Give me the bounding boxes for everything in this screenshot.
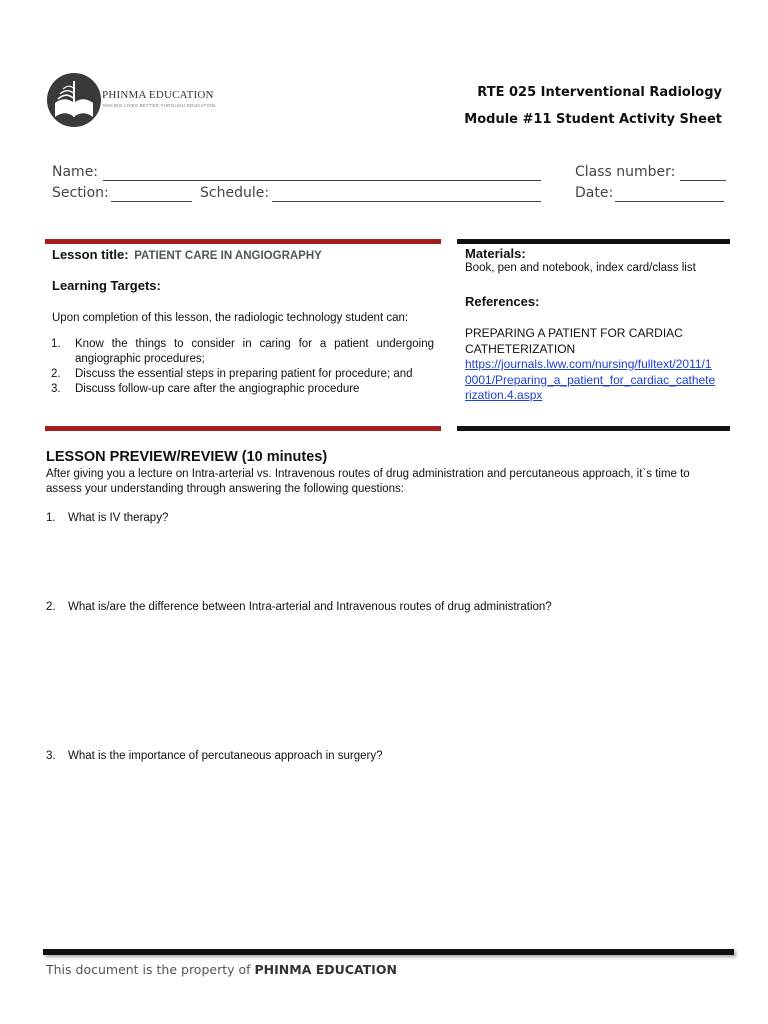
section-label: Section: [52,185,109,201]
lesson-title [52,247,322,262]
lesson-title-label: Lesson title: [52,247,129,262]
question-2: 2. What is/are the difference between Intra-arterial and Intravenous routes of drug administration? [46,601,552,613]
module-title: Module #11 Student Activity Sheet [464,112,722,127]
class-number-field[interactable] [680,180,726,181]
phinma-book-icon [46,72,102,128]
reference-link[interactable]: https://journals.lww.com/nursing/fulltext/2011/10001/Preparing_a_patient_for_cardiac_catheterization.4.aspx [465,357,716,402]
preview-heading: LESSON PREVIEW/REVIEW (10 minutes) [46,449,328,465]
preview-intro: After giving you a lecture on Intra-arterial vs. Intravenous routes of drug administration and percutaneous approach, it`s time to assess your understanding through answering the following questions: [46,468,690,495]
course-title: RTE 025 Interventional Radiology [477,85,722,100]
materials-text: Book, pen and notebook, index card/class list [465,262,696,274]
question-3: 3. What is the importance of percutaneous approach in surgery? [46,750,383,762]
footer-owner: PHINMA EDUCATION [254,962,397,977]
lesson-top-rule [45,239,441,244]
references-heading: References: [465,294,540,309]
schedule-field[interactable] [272,201,541,202]
list-item: 1. Know the things to consider in caring for a patient undergoing angiographic procedures; [51,338,434,365]
footer-text: This document is the property of PHINMA EDUCATION [46,962,397,977]
materials-heading: Materials: [465,246,526,261]
lesson-bottom-rule [45,426,441,431]
learning-targets-list [48,337,434,397]
class-number-label: Class number: [575,164,676,180]
logo-tagline: MAKING LIVES BETTER THROUGH EDUCATION [103,103,216,108]
reference-title: PREPARING A PATIENT FOR CARDIAC CATHETERIZATION [465,326,683,356]
footer-rule [43,949,734,955]
phinma-logo [46,72,216,128]
date-label: Date: [575,185,614,201]
lesson-title-value: PATIENT CARE IN ANGIOGRAPHY [134,250,322,262]
name-label: Name: [52,164,99,180]
date-field[interactable] [615,201,724,202]
section-field[interactable] [111,201,192,202]
materials-bottom-rule [457,426,730,431]
materials-top-rule [457,239,730,244]
list-item: 3. Discuss follow-up care after the angiographic procedure [51,383,360,395]
learning-targets-intro: Upon completion of this lesson, the radiologic technology student can: [52,312,409,324]
list-item: 2. Discuss the essential steps in preparing patient for procedure; and [51,368,413,380]
schedule-label: Schedule: [200,185,270,201]
name-field[interactable] [103,180,541,181]
learning-targets-heading: Learning Targets: [52,278,161,293]
logo-brand-text: PHINMA EDUCATION [102,89,214,101]
question-1: 1. What is IV therapy? [46,512,169,524]
